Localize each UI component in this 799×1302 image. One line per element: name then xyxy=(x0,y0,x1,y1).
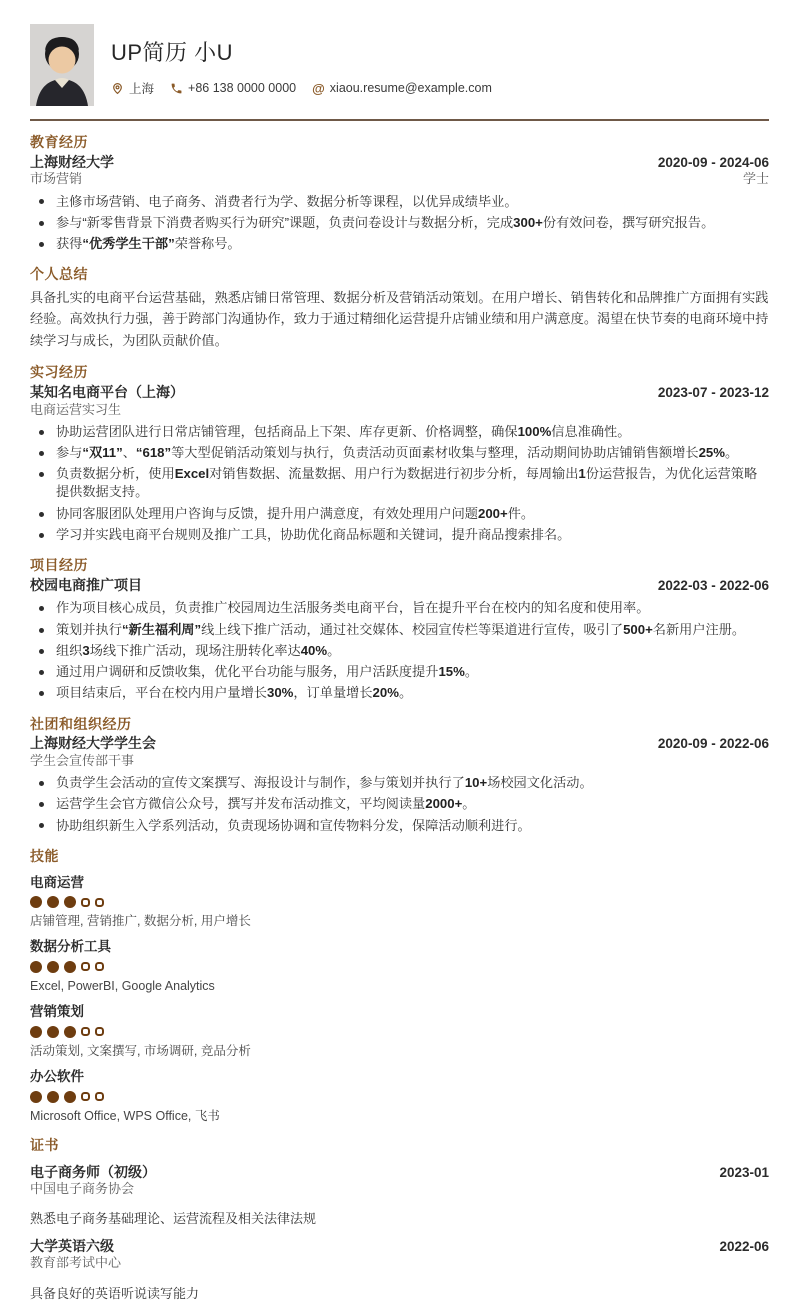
entry-subtitle-row xyxy=(30,171,769,187)
section-skills xyxy=(30,848,769,1124)
level-dot-empty-icon xyxy=(81,1027,90,1036)
level-dot-empty-icon xyxy=(95,1027,104,1036)
entry-header xyxy=(30,383,769,402)
summary-text: 具备扎实的电商平台运营基础，熟悉店铺日常管理、数据分析及营销活动策划。在用户增长、销售转化和品牌推广方面拥有实践经验。高效执行力强，善于跨部门沟通协作，致力于通过精细化运营提升店铺业绩和用户满意度。渴望在快节奏的电商环境中持续学习与成长，为团队贡献价值。 xyxy=(30,290,769,348)
location-pin-icon xyxy=(111,82,124,95)
skill-name: 办公软件 xyxy=(30,1068,84,1084)
entry-date: 2020-09 - 2022-06 xyxy=(657,736,769,752)
entry-date: 2023-07 - 2023-12 xyxy=(657,384,769,400)
level-dot-filled-icon xyxy=(64,896,76,908)
level-dot-filled-icon xyxy=(47,1026,59,1038)
level-dot-filled-icon xyxy=(64,1026,76,1038)
skill-keywords: 活动策划, 文案撰写, 市场调研, 竞品分析 xyxy=(30,1043,251,1058)
bullet-item: 负责数据分析，使用Excel对销售数据、流量数据、用户行为数据进行初步分析，每周输出1份运营报告，为优化运营策略提供数据支持。 xyxy=(30,465,769,501)
bullet-item: 策划并执行“新生福利周”线上线下推广活动，通过社交媒体、校园宣传栏等渠道进行宣传，吸引了500+名新用户注册。 xyxy=(30,621,769,639)
bullet-list xyxy=(30,423,769,544)
bullet-item: 参与“双11”、“618”等大型促销活动策划与执行，负责活动页面素材收集与整理，活动期间协助店铺销售额增长25%。 xyxy=(30,444,769,462)
level-dot-filled-icon xyxy=(47,961,59,973)
skill-level-indicator xyxy=(30,896,769,908)
section-certificates xyxy=(30,1137,769,1302)
skill-item xyxy=(30,874,769,930)
location-text: 上海 xyxy=(129,82,155,96)
entry-subtitle-row xyxy=(30,753,769,769)
entry-subtitle: 市场营销 xyxy=(30,171,83,187)
level-dot-empty-icon xyxy=(95,1092,104,1101)
certificate-date: 2022-06 xyxy=(719,1238,769,1254)
skill-keywords: Excel, PowerBI, Google Analytics xyxy=(30,978,215,993)
header-text xyxy=(111,24,492,97)
bullet-item: 协助组织新生入学系列活动，负责现场协调和宣传物料分发，保障活动顺利进行。 xyxy=(30,817,769,835)
skill-level-indicator xyxy=(30,961,769,973)
bullet-item: 作为项目核心成员，负责推广校园周边生活服务类电商平台，旨在提升平台在校内的知名度和使用率。 xyxy=(30,599,769,617)
level-dot-empty-icon xyxy=(81,898,90,907)
bullet-item: 协助运营团队进行日常店铺管理，包括商品上下架、库存更新、价格调整，确保100%信息准确性。 xyxy=(30,423,769,441)
level-dot-filled-icon xyxy=(64,961,76,973)
section-internship xyxy=(30,364,769,544)
level-dot-filled-icon xyxy=(47,896,59,908)
level-dot-filled-icon xyxy=(30,1091,42,1103)
section-title: 社团和组织经历 xyxy=(30,715,132,732)
skill-level-indicator xyxy=(30,1091,769,1103)
entry-title: 校园电商推广项目 xyxy=(30,576,142,593)
bullet-item: 主修市场营销、电子商务、消费者行为学、数据分析等课程，以优异成绩毕业。 xyxy=(30,193,769,211)
certificate-header xyxy=(30,1237,769,1256)
skill-name: 数据分析工具 xyxy=(30,939,111,955)
section-organizations xyxy=(30,716,769,835)
level-dot-empty-icon xyxy=(95,962,104,971)
skill-name: 电商运营 xyxy=(30,874,84,890)
resume-body xyxy=(30,134,769,1302)
section-summary xyxy=(30,266,769,351)
contact-email xyxy=(312,81,492,95)
entry-title: 某知名电商平台（上海） xyxy=(30,383,184,400)
skill-keywords: Microsoft Office, WPS Office, 飞书 xyxy=(30,1108,220,1123)
certificate-date: 2023-01 xyxy=(719,1164,769,1180)
contact-row xyxy=(111,79,492,97)
skill-item xyxy=(30,1003,769,1059)
bullet-item: 负责学生会活动的宣传文案撰写、海报设计与制作，参与策划并执行了10+场校园文化活动。 xyxy=(30,774,769,792)
phone-icon xyxy=(170,82,183,95)
at-icon: @ xyxy=(312,80,325,96)
entry-header xyxy=(30,153,769,172)
entry-date: 2020-09 - 2024-06 xyxy=(657,154,769,170)
phone-text: +86 138 0000 0000 xyxy=(188,81,297,95)
bullet-item: 参与“新零售背景下消费者购买行为研究”课题，负责问卷设计与数据分析，完成300+份有效问卷，撰写研究报告。 xyxy=(30,214,769,232)
entry-subtitle: 学生会宣传部干事 xyxy=(30,752,135,768)
certificate-issuer: 中国电子商务协会 xyxy=(30,1181,135,1197)
entry-date: 2022-03 - 2022-06 xyxy=(657,577,769,593)
entry-title: 上海财经大学 xyxy=(30,153,114,170)
section-title: 证书 xyxy=(30,1136,59,1153)
skill-name: 营销策划 xyxy=(30,1004,84,1020)
level-dot-empty-icon xyxy=(81,962,90,971)
contact-phone xyxy=(170,81,296,95)
skill-keywords: 店铺管理, 营销推广, 数据分析, 用户增长 xyxy=(30,914,251,929)
section-title: 个人总结 xyxy=(30,266,88,283)
certificate-item xyxy=(30,1237,769,1302)
level-dot-empty-icon xyxy=(95,898,104,907)
bullet-list xyxy=(30,774,769,835)
level-dot-filled-icon xyxy=(47,1091,59,1103)
entry-sublabel: 学士 xyxy=(742,171,769,187)
bullet-list xyxy=(30,193,769,254)
certificate-header xyxy=(30,1163,769,1182)
level-dot-empty-icon xyxy=(81,1092,90,1101)
profile-photo xyxy=(30,24,94,106)
section-title: 技能 xyxy=(30,847,59,864)
bullet-item: 协同客服团队处理用户咨询与反馈，提升用户满意度，有效处理用户问题200+件。 xyxy=(30,505,769,523)
bullet-item: 运营学生会官方微信公众号，撰写并发布活动推文，平均阅读量2000+。 xyxy=(30,795,769,813)
skill-item xyxy=(30,938,769,994)
section-title: 实习经历 xyxy=(30,364,88,381)
contact-location xyxy=(111,79,154,97)
skill-item xyxy=(30,1068,769,1124)
entry-header xyxy=(30,576,769,595)
certificate-item xyxy=(30,1163,769,1228)
certificate-description: 熟悉电子商务基础理论、运营流程及相关法律法规 xyxy=(30,1211,317,1227)
bullet-item: 项目结束后，平台在校内用户量增长30%，订单量增长20%。 xyxy=(30,684,769,702)
skill-level-indicator xyxy=(30,1026,769,1038)
level-dot-filled-icon xyxy=(64,1091,76,1103)
entry-title: 上海财经大学学生会 xyxy=(30,735,156,752)
bullet-item: 组织3场线下推广活动，现场注册转化率达40%。 xyxy=(30,642,769,660)
bullet-item: 通过用户调研和反馈收集，优化平台功能与服务，用户活跃度提升15%。 xyxy=(30,663,769,681)
level-dot-filled-icon xyxy=(30,1026,42,1038)
level-dot-filled-icon xyxy=(30,961,42,973)
resume-header xyxy=(30,24,769,106)
email-text: xiaou.resume@example.com xyxy=(329,81,492,95)
section-projects xyxy=(30,557,769,702)
bullet-item: 学习并实践电商平台规则及推广工具，协助优化商品标题和关键词，提升商品搜索排名。 xyxy=(30,526,769,544)
entry-header xyxy=(30,734,769,753)
entry-subtitle-row xyxy=(30,402,769,418)
bullet-item: 获得“优秀学生干部”荣誉称号。 xyxy=(30,235,769,253)
level-dot-filled-icon xyxy=(30,896,42,908)
bullet-list xyxy=(30,599,769,702)
certificate-issuer-row xyxy=(30,1255,769,1271)
section-title: 教育经历 xyxy=(30,134,88,150)
certificate-issuer-row xyxy=(30,1181,769,1197)
candidate-name: UP简历 小U xyxy=(111,40,234,65)
section-education xyxy=(30,134,769,253)
entry-subtitle: 电商运营实习生 xyxy=(30,401,122,417)
certificate-issuer: 教育部考试中心 xyxy=(30,1255,122,1271)
person-silhouette-icon xyxy=(30,24,94,106)
certificate-title: 电子商务师（初级） xyxy=(30,1163,156,1180)
certificate-title: 大学英语六级 xyxy=(30,1237,114,1254)
header-divider xyxy=(30,119,769,121)
section-title: 项目经历 xyxy=(30,557,88,574)
certificate-description: 具备良好的英语听说读写能力 xyxy=(30,1285,200,1301)
